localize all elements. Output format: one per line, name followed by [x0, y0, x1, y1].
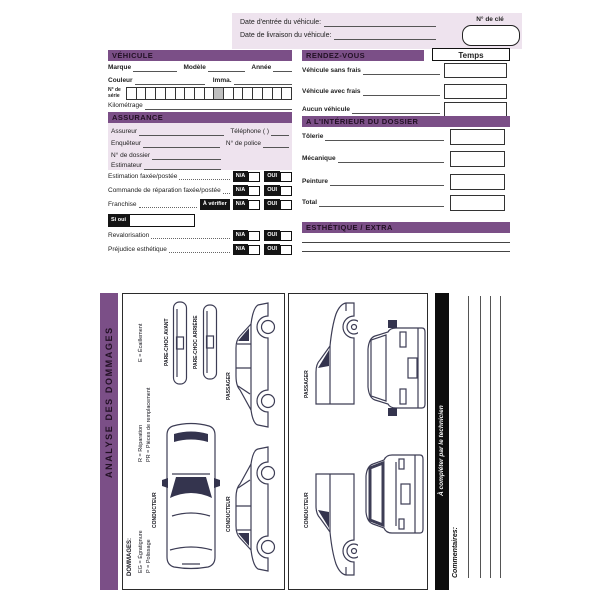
mecanique-box[interactable] — [450, 151, 505, 167]
police-line[interactable] — [263, 140, 289, 148]
rdv-line[interactable] — [352, 106, 440, 114]
si-oui-box[interactable] — [129, 214, 195, 227]
analyse-bar-label: ANALYSE DES DOMMAGES — [104, 326, 114, 478]
estimateur-line[interactable] — [144, 162, 221, 170]
oui-tag: OUI — [264, 185, 280, 196]
vehicule-sans-frais-label: Véhicule sans frais — [302, 67, 361, 74]
oui-tag: OUI — [264, 230, 280, 241]
telephone-line[interactable] — [271, 128, 289, 136]
conducteur-top-view-label: CONDUCTEUR — [152, 492, 158, 528]
vin-cell[interactable] — [137, 87, 147, 100]
checklist-row-prejudice — [108, 244, 292, 255]
checkbox-na[interactable] — [248, 231, 260, 241]
comment-line-1[interactable] — [468, 296, 469, 578]
estimation-label: Estimation faxée/postée — [108, 172, 178, 180]
vin-cell[interactable] — [263, 87, 273, 100]
comment-line-4[interactable] — [500, 296, 501, 578]
section-rendezvous-header: RENDEZ-VOUS — [302, 50, 424, 61]
oui-tag: OUI — [264, 171, 280, 182]
vin-cell[interactable] — [126, 87, 137, 100]
modele-label: Modèle — [183, 64, 206, 71]
temps-header-box: Temps — [432, 48, 510, 61]
legend-eg: EG = Égratignure — [138, 530, 144, 573]
assureur-label: Assureur — [111, 128, 138, 135]
total-label: Total — [302, 199, 318, 206]
checkbox-na[interactable] — [248, 172, 260, 182]
dossier-row-tolerie — [302, 133, 444, 141]
esthetique-line-2[interactable] — [302, 251, 510, 252]
kilometrage-label: Kilométrage — [108, 102, 143, 109]
dossier-line[interactable] — [319, 199, 444, 207]
na-tag: N/A — [233, 185, 248, 196]
imma-line[interactable] — [234, 77, 292, 85]
vin-cell[interactable] — [234, 87, 244, 100]
vin-cell[interactable] — [243, 87, 253, 100]
commentaires-label: Commentaires: — [452, 527, 459, 578]
dossier-line[interactable] — [325, 133, 444, 141]
car-side-conducteur-diagram[interactable] — [232, 442, 276, 576]
dossier-label: N° de dossier — [111, 152, 151, 159]
marque-line[interactable] — [133, 64, 177, 72]
enqueteur-line[interactable] — [143, 140, 220, 148]
revalorisation-label: Revalorisation — [108, 231, 150, 239]
checkbox-oui[interactable] — [280, 231, 292, 241]
annee-line[interactable] — [273, 64, 292, 72]
rdv-line[interactable] — [363, 88, 440, 96]
car-side-passager-diagram[interactable] — [232, 298, 276, 432]
section-dossier-header: A L'INTÉRIEUR DU DOSSIER — [302, 116, 510, 127]
checkbox-oui[interactable] — [280, 245, 292, 255]
car-partial-conducteur-diagram[interactable] — [312, 448, 358, 578]
telephone-label: Téléphone ( ) — [230, 128, 269, 135]
vin-cell[interactable] — [156, 87, 166, 100]
dossier-row-mecanique — [302, 155, 444, 163]
date-in-label: Date d'entrée du véhicule: — [240, 19, 322, 26]
kilometrage-line[interactable] — [145, 102, 292, 110]
checkbox-oui[interactable] — [280, 186, 292, 196]
police-label: N° de police — [225, 140, 261, 147]
vin-cell[interactable] — [224, 87, 234, 100]
date-out-label: Date de livraison du véhicule: — [240, 32, 332, 39]
peinture-box[interactable] — [450, 174, 505, 190]
checkbox-oui[interactable] — [280, 200, 292, 210]
rdv-line[interactable] — [363, 67, 440, 75]
mecanique-label: Mécanique — [302, 155, 336, 162]
section-assurance-header: ASSURANCE — [108, 112, 292, 123]
key-number-label: N° de clé — [476, 16, 504, 23]
key-number-box[interactable] — [462, 25, 520, 46]
checklist-row-commande — [108, 185, 292, 196]
total-box[interactable] — [450, 195, 505, 211]
passager-side-label: PASSAGER — [226, 372, 232, 400]
imma-label: Imma. — [212, 77, 232, 84]
legend-e: E = Écaillement — [138, 323, 144, 362]
kilometrage-row — [108, 102, 292, 110]
oui-tag: OUI — [264, 199, 280, 210]
dossier-row-total — [302, 199, 444, 207]
pare-choc-arriere-label: PARE-CHOC ARRIÈRE — [193, 315, 199, 369]
vin-cell[interactable] — [253, 87, 263, 100]
na-tag: N/A — [233, 230, 248, 241]
checkbox-na[interactable] — [248, 186, 260, 196]
section-vehicule-header: VÉHICULE — [108, 50, 292, 61]
checkbox-na[interactable] — [248, 200, 260, 210]
assureur-line[interactable] — [139, 128, 224, 136]
dossier-row-peinture — [302, 178, 444, 186]
prejudice-label: Préjudice esthétique — [108, 245, 167, 253]
date-in-line[interactable] — [324, 19, 436, 27]
si-oui-row — [108, 214, 195, 227]
vin-cell[interactable] — [273, 87, 283, 100]
legend-pr: PR = Pièces de remplacement — [146, 387, 152, 462]
annee-label: Année — [251, 64, 272, 71]
section-esthetique-header: ESTHÉTIQUE / EXTRA — [302, 222, 510, 233]
leader-dots — [151, 232, 230, 239]
si-oui-tag: Si oui — [108, 214, 129, 227]
temps-box-2[interactable] — [444, 84, 507, 99]
comment-line-2[interactable] — [480, 296, 481, 578]
franchise-label: Franchise — [108, 200, 137, 208]
vin-cells — [126, 87, 292, 100]
aucun-vehicule-label: Aucun véhicule — [302, 106, 351, 113]
vin-cell[interactable] — [205, 87, 215, 100]
front-bumper-diagram[interactable] — [172, 300, 188, 386]
vehicule-avec-frais-label: Véhicule avec frais — [302, 88, 361, 95]
peinture-label: Peinture — [302, 178, 329, 185]
vin-cell[interactable] — [185, 87, 195, 100]
vehicule-row-2 — [108, 77, 292, 85]
modele-line[interactable] — [208, 64, 246, 72]
comment-line-3[interactable] — [490, 296, 491, 578]
car-top-view-diagram[interactable] — [160, 420, 222, 570]
checklist-row-revalorisation — [108, 230, 292, 241]
estimateur-label: Estimateur — [111, 162, 143, 169]
na-tag: N/A — [233, 199, 248, 210]
conducteur-partial-label: CONDUCTEUR — [304, 492, 310, 528]
legend-p: P = Polissage — [146, 539, 152, 573]
dossier-line[interactable] — [152, 152, 221, 160]
checklist-row-franchise — [108, 199, 292, 210]
tolerie-label: Tôlerie — [302, 133, 324, 140]
leader-dots — [139, 201, 197, 208]
rdv-row-1 — [302, 67, 440, 75]
a-verifier-tag: À vérifier — [200, 199, 230, 210]
checkbox-oui[interactable] — [280, 172, 292, 182]
dossier-line[interactable] — [338, 155, 444, 163]
enqueteur-label: Enquêteur — [111, 140, 141, 147]
rdv-row-2 — [302, 88, 440, 96]
pare-choc-avant-label: PARE-CHOC AVANT — [164, 318, 170, 366]
technicien-bar-label: À compléter par le technicien — [438, 405, 445, 496]
vin-cell-highlighted[interactable] — [214, 87, 224, 100]
couleur-line[interactable] — [135, 77, 205, 85]
date-box — [232, 13, 522, 49]
car-front-view-diagram[interactable] — [362, 318, 426, 418]
dossier-line[interactable] — [330, 178, 444, 186]
leader-dots — [223, 187, 230, 194]
car-partial-passager-diagram[interactable] — [312, 300, 358, 430]
vin-cell[interactable] — [195, 87, 205, 100]
vin-cell[interactable] — [146, 87, 156, 100]
marque-label: Marque — [108, 64, 132, 71]
rear-bumper-diagram[interactable] — [202, 303, 218, 381]
oui-tag: OUI — [264, 244, 280, 255]
tolerie-box[interactable] — [450, 129, 505, 145]
legend-r: R = Réparation — [138, 424, 144, 462]
rdv-row-3 — [302, 106, 440, 114]
vin-cell[interactable] — [282, 87, 292, 100]
na-tag: N/A — [233, 244, 248, 255]
date-out-line[interactable] — [334, 32, 436, 40]
assurance-block — [108, 123, 292, 170]
conducteur-side-label: CONDUCTEUR — [226, 496, 232, 532]
temps-box-3[interactable] — [444, 102, 507, 117]
vin-cell[interactable] — [166, 87, 176, 100]
vehicule-row-1 — [108, 64, 292, 72]
vin-cell[interactable] — [176, 87, 186, 100]
passager-partial-label: PASSAGER — [304, 370, 310, 398]
leader-dots — [169, 246, 230, 253]
esthetique-line-1[interactable] — [302, 242, 510, 243]
na-tag: N/A — [233, 171, 248, 182]
serie-label: N° de série — [108, 87, 121, 99]
checkbox-na[interactable] — [248, 245, 260, 255]
dommages-label: DOMMAGES: — [127, 538, 133, 576]
commande-label: Commande de réparation faxée/postée — [108, 186, 221, 194]
leader-dots — [179, 173, 229, 180]
couleur-label: Couleur — [108, 77, 133, 84]
temps-box-1[interactable] — [444, 63, 507, 78]
checklist-row-estimation — [108, 171, 292, 182]
car-rear-view-diagram[interactable] — [362, 448, 424, 540]
